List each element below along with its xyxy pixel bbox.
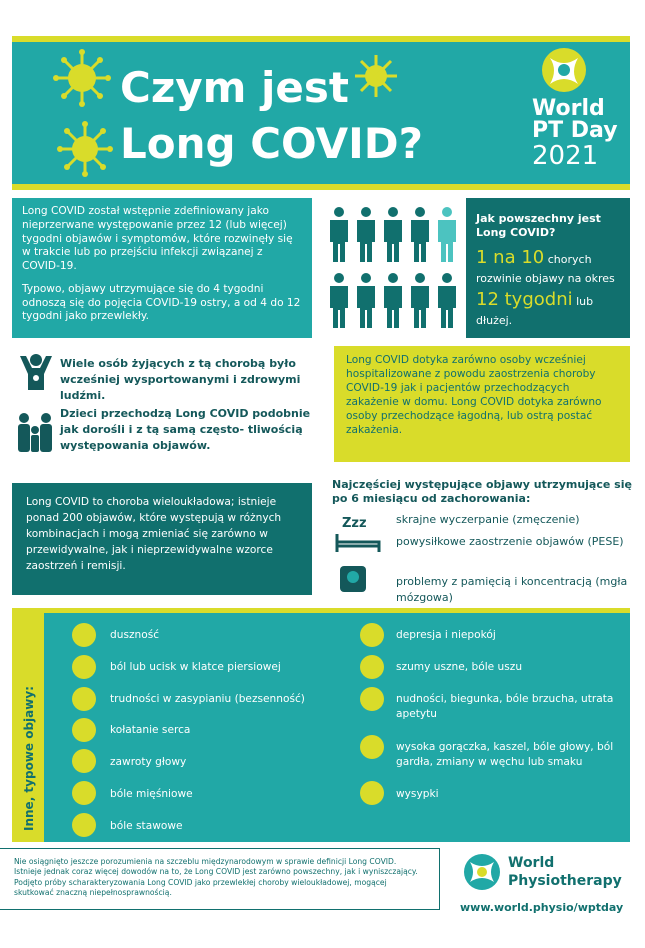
world-physiotherapy-logo-icon xyxy=(462,852,502,892)
rash-icon xyxy=(360,781,384,805)
footer-logo-physiotherapy: Physiotherapy xyxy=(508,873,622,889)
joint-icon xyxy=(72,813,96,837)
family-icon xyxy=(14,410,58,454)
prevalence-question: Jak powszechny jest Long COVID? xyxy=(476,212,601,240)
prevalence-statement xyxy=(476,245,620,329)
symptom-insomnia: trudności w zasypianiu (bezsenność) xyxy=(110,693,305,705)
prevalence-text-1: chorych rozwinie objawy na okres xyxy=(476,252,615,285)
person-icon xyxy=(438,273,456,328)
person-icon xyxy=(411,273,429,328)
prevalence-text-2: lub dłużej. xyxy=(476,294,594,327)
person-icon xyxy=(411,207,429,262)
symptom-shortness-of-breath: duszność xyxy=(110,629,160,641)
prevalence-box xyxy=(466,198,630,338)
sleep-icon xyxy=(72,687,96,711)
footer-url[interactable]: www.world.physio/wptday xyxy=(460,901,624,914)
athlete-icon xyxy=(18,352,54,392)
logo-world-text: World xyxy=(532,96,605,121)
chest-icon xyxy=(72,655,96,679)
brain-icon xyxy=(360,623,384,647)
definition-paragraph-1: Long COVID został wstępnie zdefiniowany jako nieprzerwane występowanie przez 12 (lub więcej) tygodni objawów i symptomów, które rozwinęły się w trakcie lub po przejściu infekcji związanej z COVID-19. xyxy=(22,205,293,273)
definition-box xyxy=(12,198,312,338)
children-text: Dzieci przechodzą Long COVID podobnie jak dorośli i z tą samą często- tliwością występowania objawów. xyxy=(60,407,311,452)
symptom-fever: wysoka gorączka, kaszel, bóle głowy, ból gardła, zmiany w węchu lub smaku xyxy=(396,741,614,769)
other-symptoms-label: Inne, typowe objawy: xyxy=(22,686,36,831)
virus-icon xyxy=(52,48,112,108)
sport-text: Wiele osób żyjących z tą chorobą było wcześniej wysportowanymi i zdrowymi ludźmi. xyxy=(60,357,301,402)
persistent-symptoms-title: Najczęściej występujące objawy utrzymujące się po 6 miesiącu od zachorowania: xyxy=(332,478,632,506)
other-symptoms-section xyxy=(12,608,630,842)
prevalence-duration: 12 tygodni xyxy=(476,288,573,310)
symptom-chest-pain: ból lub ucisk w klatce piersiowej xyxy=(110,661,281,673)
virus-icon xyxy=(56,120,114,178)
symptom-dizziness: zawroty głowy xyxy=(110,756,187,768)
world-pt-day-logo-icon xyxy=(540,46,588,94)
people-ratio-graphic xyxy=(326,206,462,336)
symptom-depression: depresja i niepokój xyxy=(396,629,496,641)
persistent-symptom-3: problemy z pamięcią i koncentracją (mgła mózgowa) xyxy=(396,575,628,604)
title-line-1: Czym jest xyxy=(120,63,349,112)
symptom-digestive: nudności, biegunka, bóle brzucha, utrata apetytu xyxy=(396,693,614,721)
prevalence-ratio: 1 na 10 xyxy=(476,246,545,268)
person-icon xyxy=(330,273,348,328)
logo-pt-day-text: PT Day xyxy=(532,118,618,143)
lungs-icon xyxy=(72,623,96,647)
ear-icon xyxy=(360,655,384,679)
footer-note: Nie osiągnięto jeszcze porozumienia na szczeblu międzynarodowym w sprawie definicji Long COVID. Istnieje jednak coraz więcej dowodów na to, że Long COVID jest zarówno powszechny, jak i wyniszczający. Podjęto próby scharakteryzowania Long COVID jako przewlekłej choroby wieloukładowej, mogącej skutkować znaczną niepełnosprawnością. xyxy=(0,848,440,910)
header-banner xyxy=(12,36,630,190)
person-icon xyxy=(384,273,402,328)
symptom-rash: wysypki xyxy=(396,788,439,800)
dizziness-icon xyxy=(72,749,96,773)
symptom-muscle-pain: bóle mięśniowe xyxy=(110,788,193,800)
persistent-symptom-2: powysiłkowe zaostrzenie objawów (PESE) xyxy=(396,535,624,548)
stomach-icon xyxy=(360,687,384,711)
page-title xyxy=(120,60,423,172)
symptom-tinnitus: szumy uszne, bóle uszu xyxy=(396,661,523,673)
bed-icon xyxy=(334,532,382,554)
zzz-label: Zzz xyxy=(342,516,367,531)
heartbeat-icon xyxy=(72,718,96,742)
persistent-symptom-1: skrajne wyczerpanie (zmęczenie) xyxy=(396,513,580,526)
logo-year-text: 2021 xyxy=(532,141,599,171)
muscle-icon xyxy=(72,781,96,805)
hospitalization-box: Long COVID dotyka zarówno osoby wcześniej hospitalizowane z powodu zaostrzenia choroby COVID-19 jak i pacjentów przechodzących zakażenie w domu. Long COVID dotyka zarówno osoby przechodzące łagodną, lub ostrą postać zakażenia. xyxy=(334,346,630,462)
person-icon xyxy=(357,207,375,262)
person-icon xyxy=(357,273,375,328)
symptom-palpitations: kołatanie serca xyxy=(110,724,191,736)
definition-paragraph-2: Typowo, objawy utrzymujące się do 4 tygodni odnoszą się do pojęcia COVID-19 ostry, a od 4 do 12 tygodni jako przewlekły. xyxy=(22,282,301,323)
multisystem-box: Long COVID to choroba wieloukładowa; istnieje ponad 200 objawów, które występują w różnych kombinacjach i mogą zmieniać się zarówno w przewidywalne, jak i nieprzewidywalne wzorce zaostrzeń i remisji. xyxy=(12,483,312,595)
person-icon xyxy=(330,207,348,262)
title-line-2: Long COVID? xyxy=(120,119,423,168)
head-brain-icon xyxy=(338,564,368,594)
symptom-joint-pain: bóle stawowe xyxy=(110,820,183,832)
footer-logo-world: World xyxy=(508,855,555,871)
person-icon xyxy=(384,207,402,262)
thermometer-icon xyxy=(360,735,384,759)
person-icon xyxy=(438,207,456,262)
